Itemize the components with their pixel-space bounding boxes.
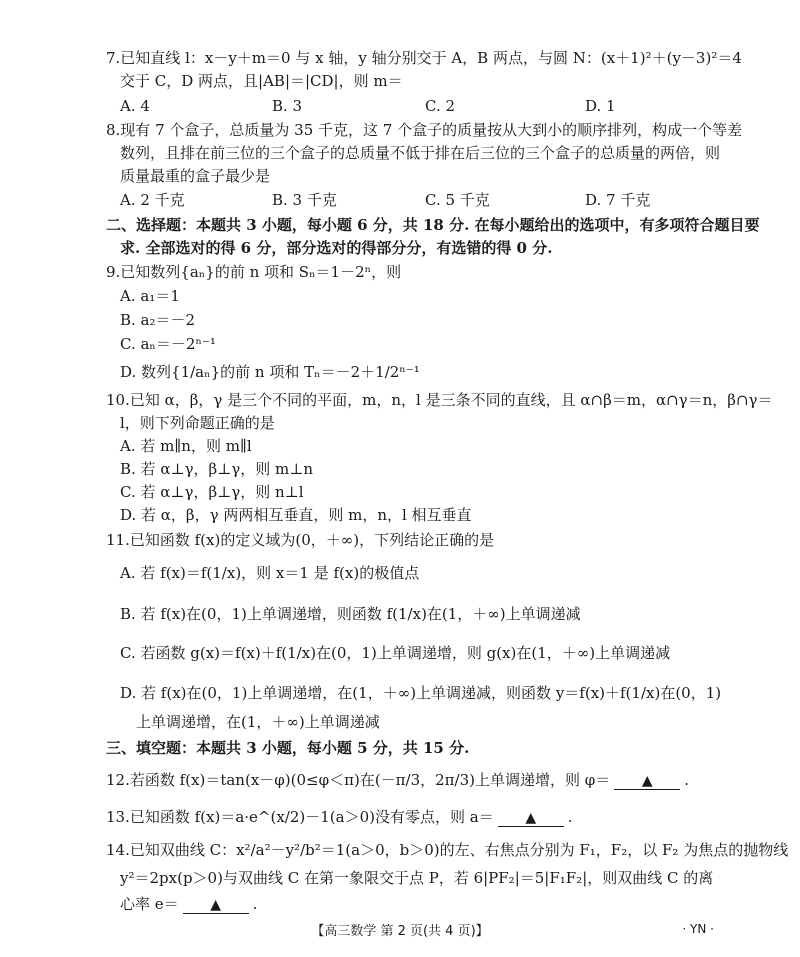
section2-heading: 二、选择题：本题共 3 小题，每小题 6 分，共 18 分. 在每小题给出的选项中，有多项符合题目要 <box>106 216 760 234</box>
q11-option-b: B. 若 f(x)在(0，1)上单调递增，则函数 f(1/x)在(1，＋∞)上单调递减 <box>120 605 581 623</box>
section2-instructions: 求. 全部选对的得 6 分，部分选对的得部分分，有选错的得 0 分. <box>120 239 553 257</box>
q10-option-b: B. 若 α⊥γ，β⊥γ，则 m⊥n <box>120 460 314 478</box>
q10-option-d: D. 若 α，β，γ 两两相互垂直，则 m，n，l 相互垂直 <box>120 506 472 524</box>
q12-answer-blank[interactable]: ▲ <box>614 773 680 790</box>
q8-option-d: D. 7 千克 <box>585 191 651 209</box>
q11-option-c: C. 若函数 g(x)＝f(x)＋f(1/x)在(0，1)上单调递增，则 g(x)在(1，＋∞)上单调递减 <box>120 644 671 662</box>
q14-text: 心率 e＝ <box>120 895 179 913</box>
q10-option-a: A. 若 m∥n，则 m∥l <box>120 437 252 455</box>
q8-line2: 数列，且排在前三位的三个盒子的总质量不低于排在后三位的三个盒子的总质量的两倍，则 <box>120 144 721 162</box>
q12-line: 12.若函数 f(x)＝tan(x－φ)(0≤φ＜π)在(－π/3，2π/3)上单调递增，则 φ＝ ▲ . <box>106 771 690 789</box>
q9-option-d: D. 数列{1/aₙ}的前 n 项和 Tₙ＝－2＋1/2ⁿ⁻¹ <box>120 363 420 381</box>
q10-line1: 10.已知 α，β，γ 是三个不同的平面，m，n，l 是三条不同的直线，且 α∩β＝m，α∩γ＝n，β∩γ＝ <box>106 391 773 409</box>
q11-stem: 11.已知函数 f(x)的定义域为(0，＋∞)，下列结论正确的是 <box>106 531 495 549</box>
q8-option-c: C. 5 千克 <box>425 191 490 209</box>
q13-answer-blank[interactable]: ▲ <box>498 810 564 827</box>
q11-option-d-cont: 上单调递增，在(1，＋∞)上单调递减 <box>136 713 380 731</box>
q7-option-c: C. 2 <box>425 97 456 115</box>
page-footer: 【高三数学 第 2 页(共 4 页)】 <box>311 924 489 939</box>
q7-option-a: A. 4 <box>120 97 150 115</box>
q9-option-b: B. a₂＝－2 <box>120 311 196 329</box>
q8-line3: 质量最重的盒子最少是 <box>120 167 271 185</box>
section3-heading: 三、填空题：本题共 3 小题，每小题 5 分，共 15 分. <box>106 739 470 757</box>
footer-mark: · YN · <box>682 922 714 936</box>
q8-line1: 8.现有 7 个盒子，总质量为 35 千克，这 7 个盒子的质量按从大到小的顺序排列，构成一个等差 <box>106 121 743 139</box>
q7-line2: 交于 C，D 两点，且|AB|＝|CD|，则 m＝ <box>120 72 403 90</box>
q14-line2: y²＝2px(p＞0)与双曲线 C 在第一象限交于点 P，若 6|PF₂|＝5|F₁F₂|，则双曲线 C 的离 <box>120 869 714 887</box>
q9-option-a: A. a₁＝1 <box>120 287 180 305</box>
q14-line1: 14.已知双曲线 C：x²/a²－y²/b²＝1(a＞0，b＞0)的左、右焦点分别为 F₁，F₂，以 F₂ 为焦点的抛物线 <box>106 841 789 859</box>
q13-text: 13.已知函数 f(x)＝a·e^(x/2)－1(a＞0)没有零点，则 a＝ <box>106 808 494 826</box>
q7-option-b: B. 3 <box>272 97 303 115</box>
q10-line2: l，则下列命题正确的是 <box>120 414 275 432</box>
q12-text: 12.若函数 f(x)＝tan(x－φ)(0≤φ＜π)在(－π/3，2π/3)上单调递增，则 φ＝ <box>106 771 611 789</box>
q7-line1: 7.已知直线 l：x－y＋m＝0 与 x 轴，y 轴分别交于 A，B 两点，与圆 N：(x＋1)²＋(y－3)²＝4 <box>106 49 742 67</box>
q7-option-d: D. 1 <box>585 97 616 115</box>
q8-option-b: B. 3 千克 <box>272 191 337 209</box>
q14-line3: 心率 e＝ ▲ . <box>120 895 258 913</box>
q8-option-a: A. 2 千克 <box>120 191 185 209</box>
q14-answer-blank[interactable]: ▲ <box>183 897 249 914</box>
q9-option-c: C. aₙ＝－2ⁿ⁻¹ <box>120 335 216 353</box>
q9-stem: 9.已知数列{aₙ}的前 n 项和 Sₙ＝1－2ⁿ，则 <box>106 263 402 281</box>
q10-option-c: C. 若 α⊥γ，β⊥γ，则 n⊥l <box>120 483 304 501</box>
q11-option-a: A. 若 f(x)＝f(1/x)，则 x＝1 是 f(x)的极值点 <box>120 564 420 582</box>
q13-line: 13.已知函数 f(x)＝a·e^(x/2)－1(a＞0)没有零点，则 a＝ ▲ . <box>106 808 573 826</box>
q11-option-d: D. 若 f(x)在(0，1)上单调递增，在(1，＋∞)上单调递减，则函数 y＝f(x)＋f(1/x)在(0，1) <box>120 684 722 702</box>
